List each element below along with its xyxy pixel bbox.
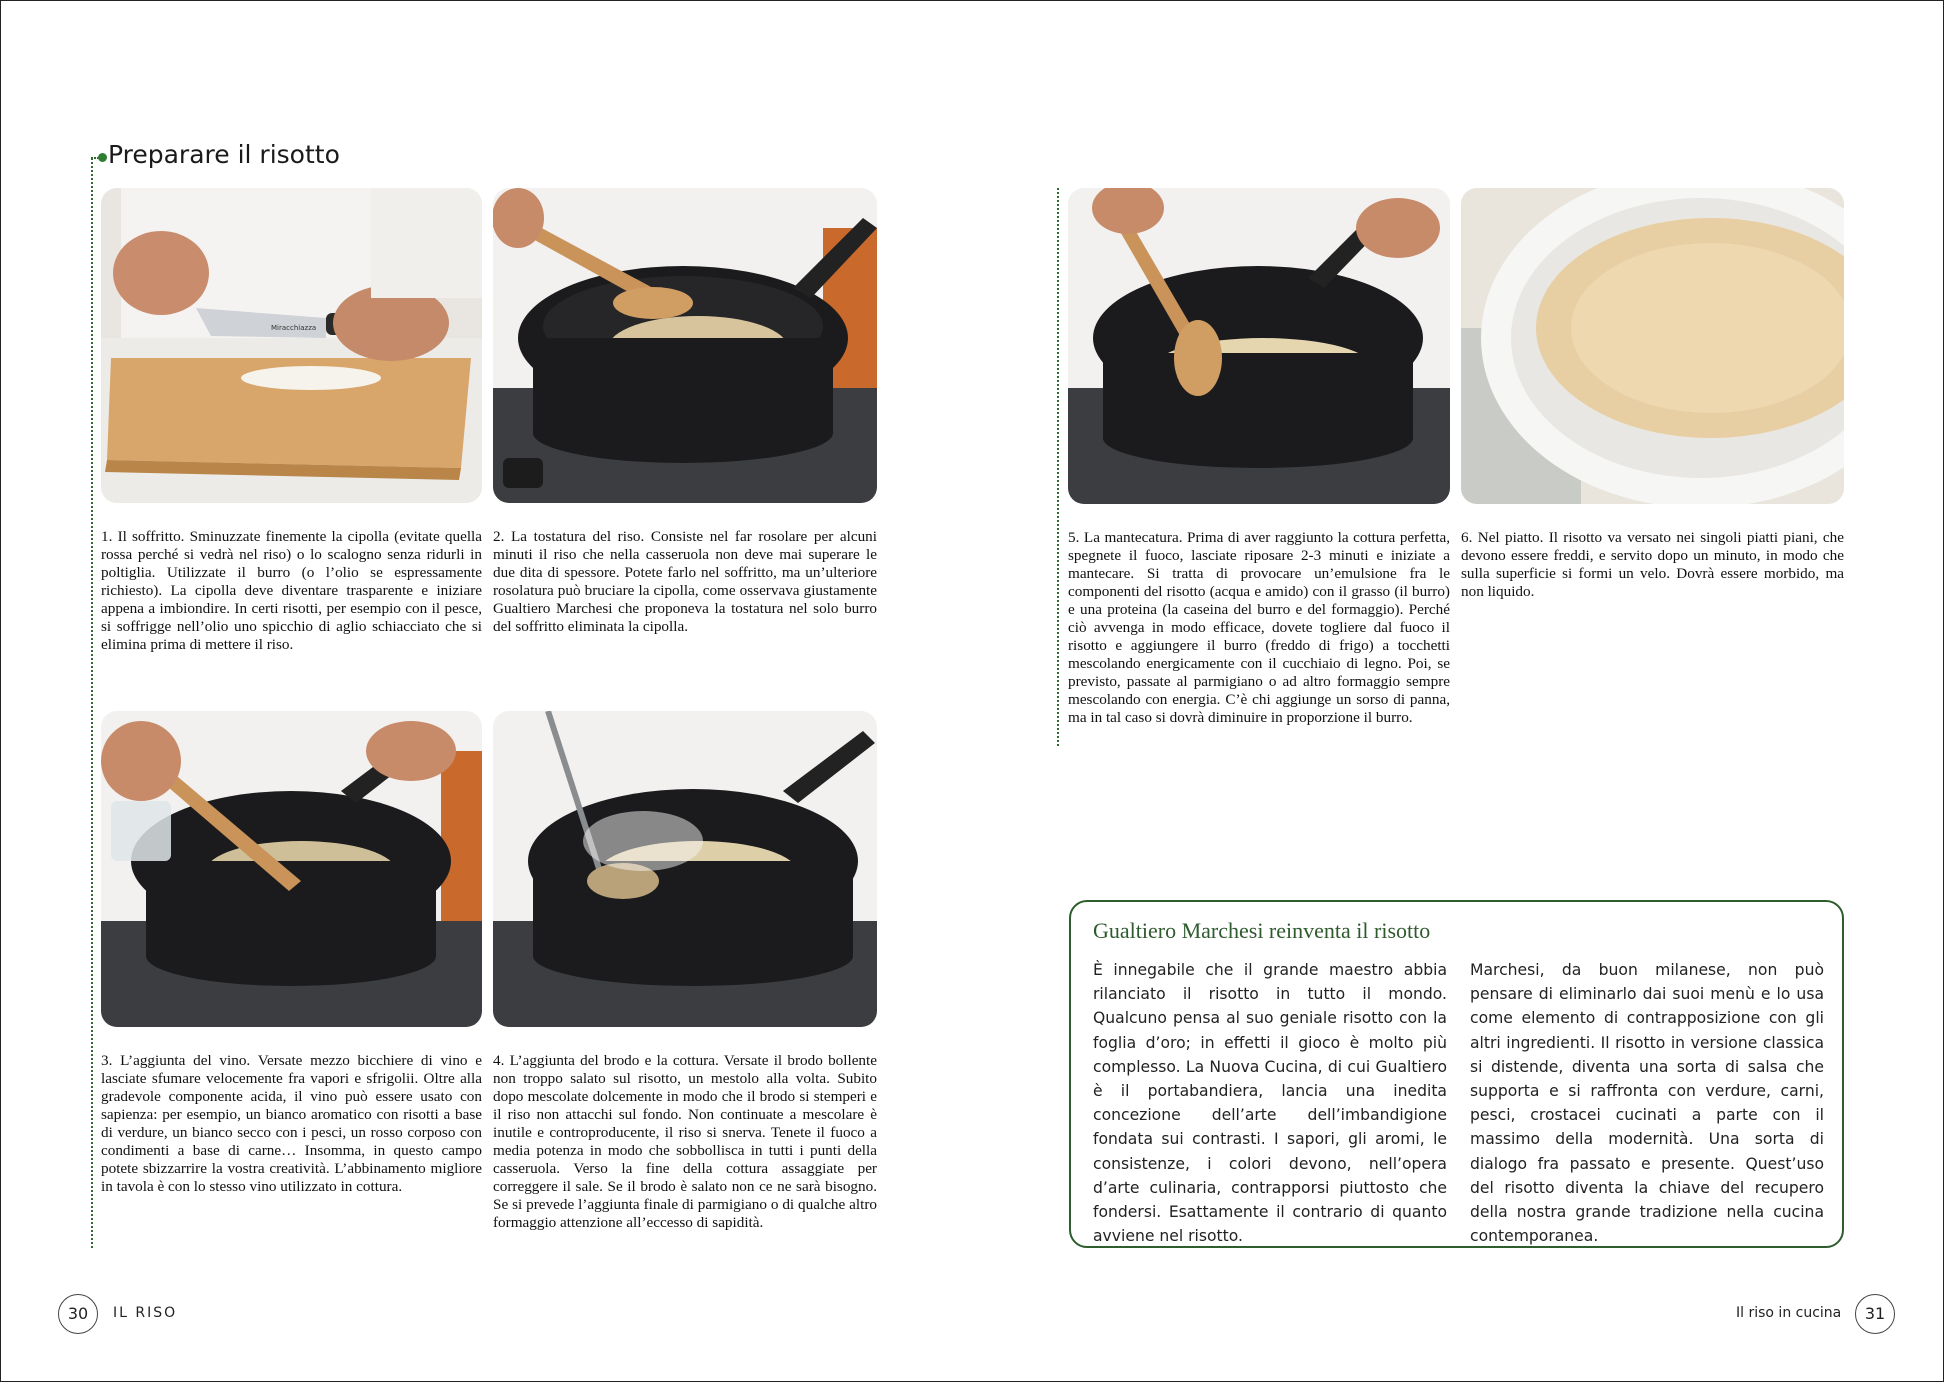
photo-step-4 (493, 711, 877, 1027)
page-number-right: 31 (1855, 1294, 1895, 1334)
adding-wine-image (101, 711, 482, 1027)
sidebar-box-col-1: È innegabile che il grande maestro abbia rilanciato il risotto in tutto il mondo. Qualcuno pensa al suo geniale risotto con la foglia d’oro; in effetti il gioco è molto più complesso. La Nuova Cucina, di cui Gualtiero è il portabandiera, lancia una inedita concezione dell’arte dell’imbandigione fondata sui contrasti. I sapori, gli aromi, le consistenze, i colori devono, nell’opera d’arte culinaria, contrapporsi piuttosto che fondersi. Esattamente il contrario di quanto avviene nel risotto. (1093, 961, 1447, 1246)
step-3-text: 3. L’aggiunta del vino. Versate mezzo bicchiere di vino e lasciate sfumare velocemente fra vapori e sfrigolii. Oltre alla gradevole componente acida, il vino può essere usato con sapienza: per esempio, un bianco aromatico con risotti a base di verdure, un bianco secco con i pesci, un rosso corposo con condimenti a base di carne… Insomma, in questo campo potete sbizzarrire la vostra creatività. L’abbinamento migliore in tavola è con lo stesso vino utilizzato in cottura. (101, 1052, 482, 1195)
photo-step-1 (101, 188, 482, 503)
section-title: Preparare il risotto (108, 140, 340, 169)
adding-broth-image (493, 711, 877, 1027)
step-6-text: 6. Nel piatto. Il risotto va versato nei singoli piatti piani, che devono essere freddi, e servito dopo un minuto, in modo che sulla superficie si formi un velo. Dovrà essere morbido, ma non liquido. (1461, 529, 1844, 600)
bullet-icon (98, 153, 107, 162)
left-dotted-rule (91, 158, 93, 1248)
chopping-onion-image (101, 188, 482, 503)
page-number-left: 30 (58, 1294, 98, 1334)
running-head-right: Il riso in cucina (1736, 1305, 1842, 1321)
knife-brand-text: Miracchiazza (271, 324, 317, 332)
step-2-text: 2. La tostatura del riso. Consiste nel far rosolare per alcuni minuti il riso che nella casseruola non deve mai superare le due dita di spessore. Potete farlo nel soffritto, ma un’ulteriore rosolatura può bruciare la cipolla, come osservava giustamente Gualtiero Marchesi che proponeva la tostatura nel solo burro del soffritto eliminata la cipolla. (493, 528, 877, 635)
photo-step-3 (101, 711, 482, 1027)
plated-risotto-image (1461, 188, 1844, 504)
step-1-text: 1. Il soffritto. Sminuzzate finemente la cipolla (evitate quella rossa perché si vedrà nel riso) o lo scalogno senza ridurli in poltiglia. Utilizzate il burro (o l’olio se espressamente richiesto). La cipolla deve diventare trasparente e iniziare appena a imbiondire. In certi risotti, per esempio con il pesce, si soffrigge nell’olio uno spicchio di aglio schiacciato che si elimina prima di mettere il riso. (101, 528, 482, 653)
step-4-text: 4. L’aggiunta del brodo e la cottura. Versate il brodo bollente non troppo salato sul risotto, un mestolo alla volta. Subito dopo mescolate dolcemente in modo che il brodo si stemperi e il riso non attacchi sul fondo. Non continuate a mescolare è inutile e controproducente, il riso si snerva. Tenete il fuoco a media potenza in modo che sobbollisca in tutti i punti della casseruola. Verso la fine della cottura assaggiate per correggere il sale. Se il brodo è salato non ce ne sarà bisogno. Se si prevede l’aggiunta finale di parmigiano o di qualche altro formaggio attenzione all’eccesso di sapidità. (493, 1052, 877, 1231)
mantecatura-image (1068, 188, 1450, 504)
right-dotted-rule (1057, 188, 1059, 746)
toasting-rice-image (493, 188, 877, 503)
sidebar-box-title: Gualtiero Marchesi reinventa il risotto (1093, 918, 1431, 943)
sidebar-box-col-2: Marchesi, da buon milanese, non può pensare di eliminarlo dai suoi menù e lo usa come elemento di contrapposizione con gli altri ingredienti. Il risotto in versione classica si distende, diventa una sorta di salsa che supporta e si raffronta con verdure, carni, pesci, crostacei cucinati a parte con il massimo della modernità. Una sorta di dialogo fra passato e presente. Quest’uso del risotto diventa la chiave del recupero della nostra grande tradizione nella cucina contemporanea. (1470, 961, 1824, 1246)
photo-step-5 (1068, 188, 1450, 504)
running-head-left: IL RISO (113, 1305, 178, 1321)
photo-step-6 (1461, 188, 1844, 504)
photo-step-2 (493, 188, 877, 503)
step-5-text: 5. La mantecatura. Prima di aver raggiunto la cottura perfetta, spegnete il fuoco, lasciate riposare 2-3 minuti e iniziate a mantecare. Si tratta di provocare un’emulsione fra le componenti del risotto (acqua e amido) con il grasso (il burro) e una proteina (la caseina del burro e del formaggio). Perché ciò avvenga in modo efficace, dovete togliere dal fuoco il risotto e aggiungere il burro (freddo di frigo) a tocchetti mescolando energicamente con il cucchiaio di legno. Poi, se previsto, passate al parmigiano o ad altro formaggio sempre mescolando con energia. C’è chi aggiunge un sorso di panna, ma in tal caso si dovrà diminuire in proporzione il burro. (1068, 529, 1450, 726)
